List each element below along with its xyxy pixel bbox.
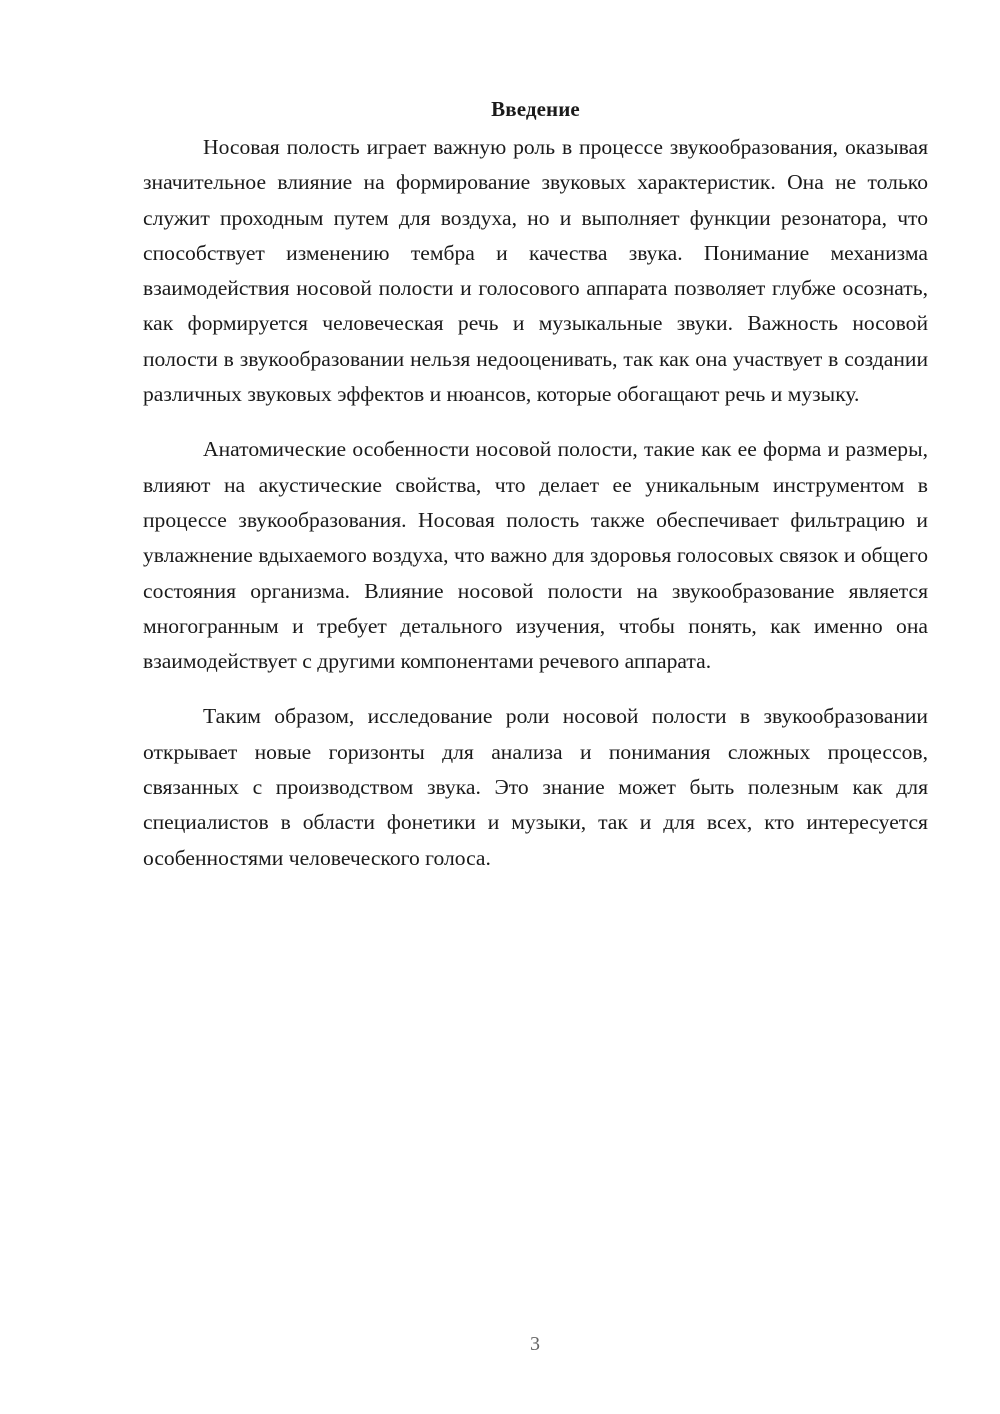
page-content <box>143 92 928 896</box>
paragraph-anatomy: Анатомические особенности носовой полости, такие как ее форма и размеры, влияют на акустические свойства, что делает ее уникальным инструментом в процессе звукообразования. Носовая полость также обеспечивает фильтрацию и увлажнение вдыхаемого воздуха, что важно для здоровья голосовых связок и общего состояния организма. Влияние носовой полости на звукообразование является многогранным и требует детального изучения, чтобы понять, как именно она взаимодействует с другими компонентами речевого аппарата. <box>143 437 928 674</box>
section-heading: Введение <box>491 97 580 121</box>
page-number: 3 <box>530 1333 540 1355</box>
paragraph-conclusion: Таким образом, исследование роли носовой полости в звукообразовании открывает новые горизонты для анализа и понимания сложных процессов, связанных с производством звука. Это знание может быть полезным как для специалистов в области фонетики и музыки, так и для всех, кто интересуется особенностями человеческого голоса. <box>143 704 928 870</box>
paragraph-intro: Носовая полость играет важную роль в процессе звукообразования, оказывая значительное влияние на формирование звуковых характеристик. Она не только служит проходным путем для воздуха, но и выполняет функции резонатора, что способствует изменению тембра и качества звука. Понимание механизма взаимодействия носовой полости и голосового аппарата позволяет глубже осознать, как формируется человеческая речь и музыкальные звуки. Важность носовой полости в звукообразовании нельзя недооценивать, так как она участвует в создании различных звуковых эффектов и нюансов, которые обогащают речь и музыку. <box>143 135 928 407</box>
